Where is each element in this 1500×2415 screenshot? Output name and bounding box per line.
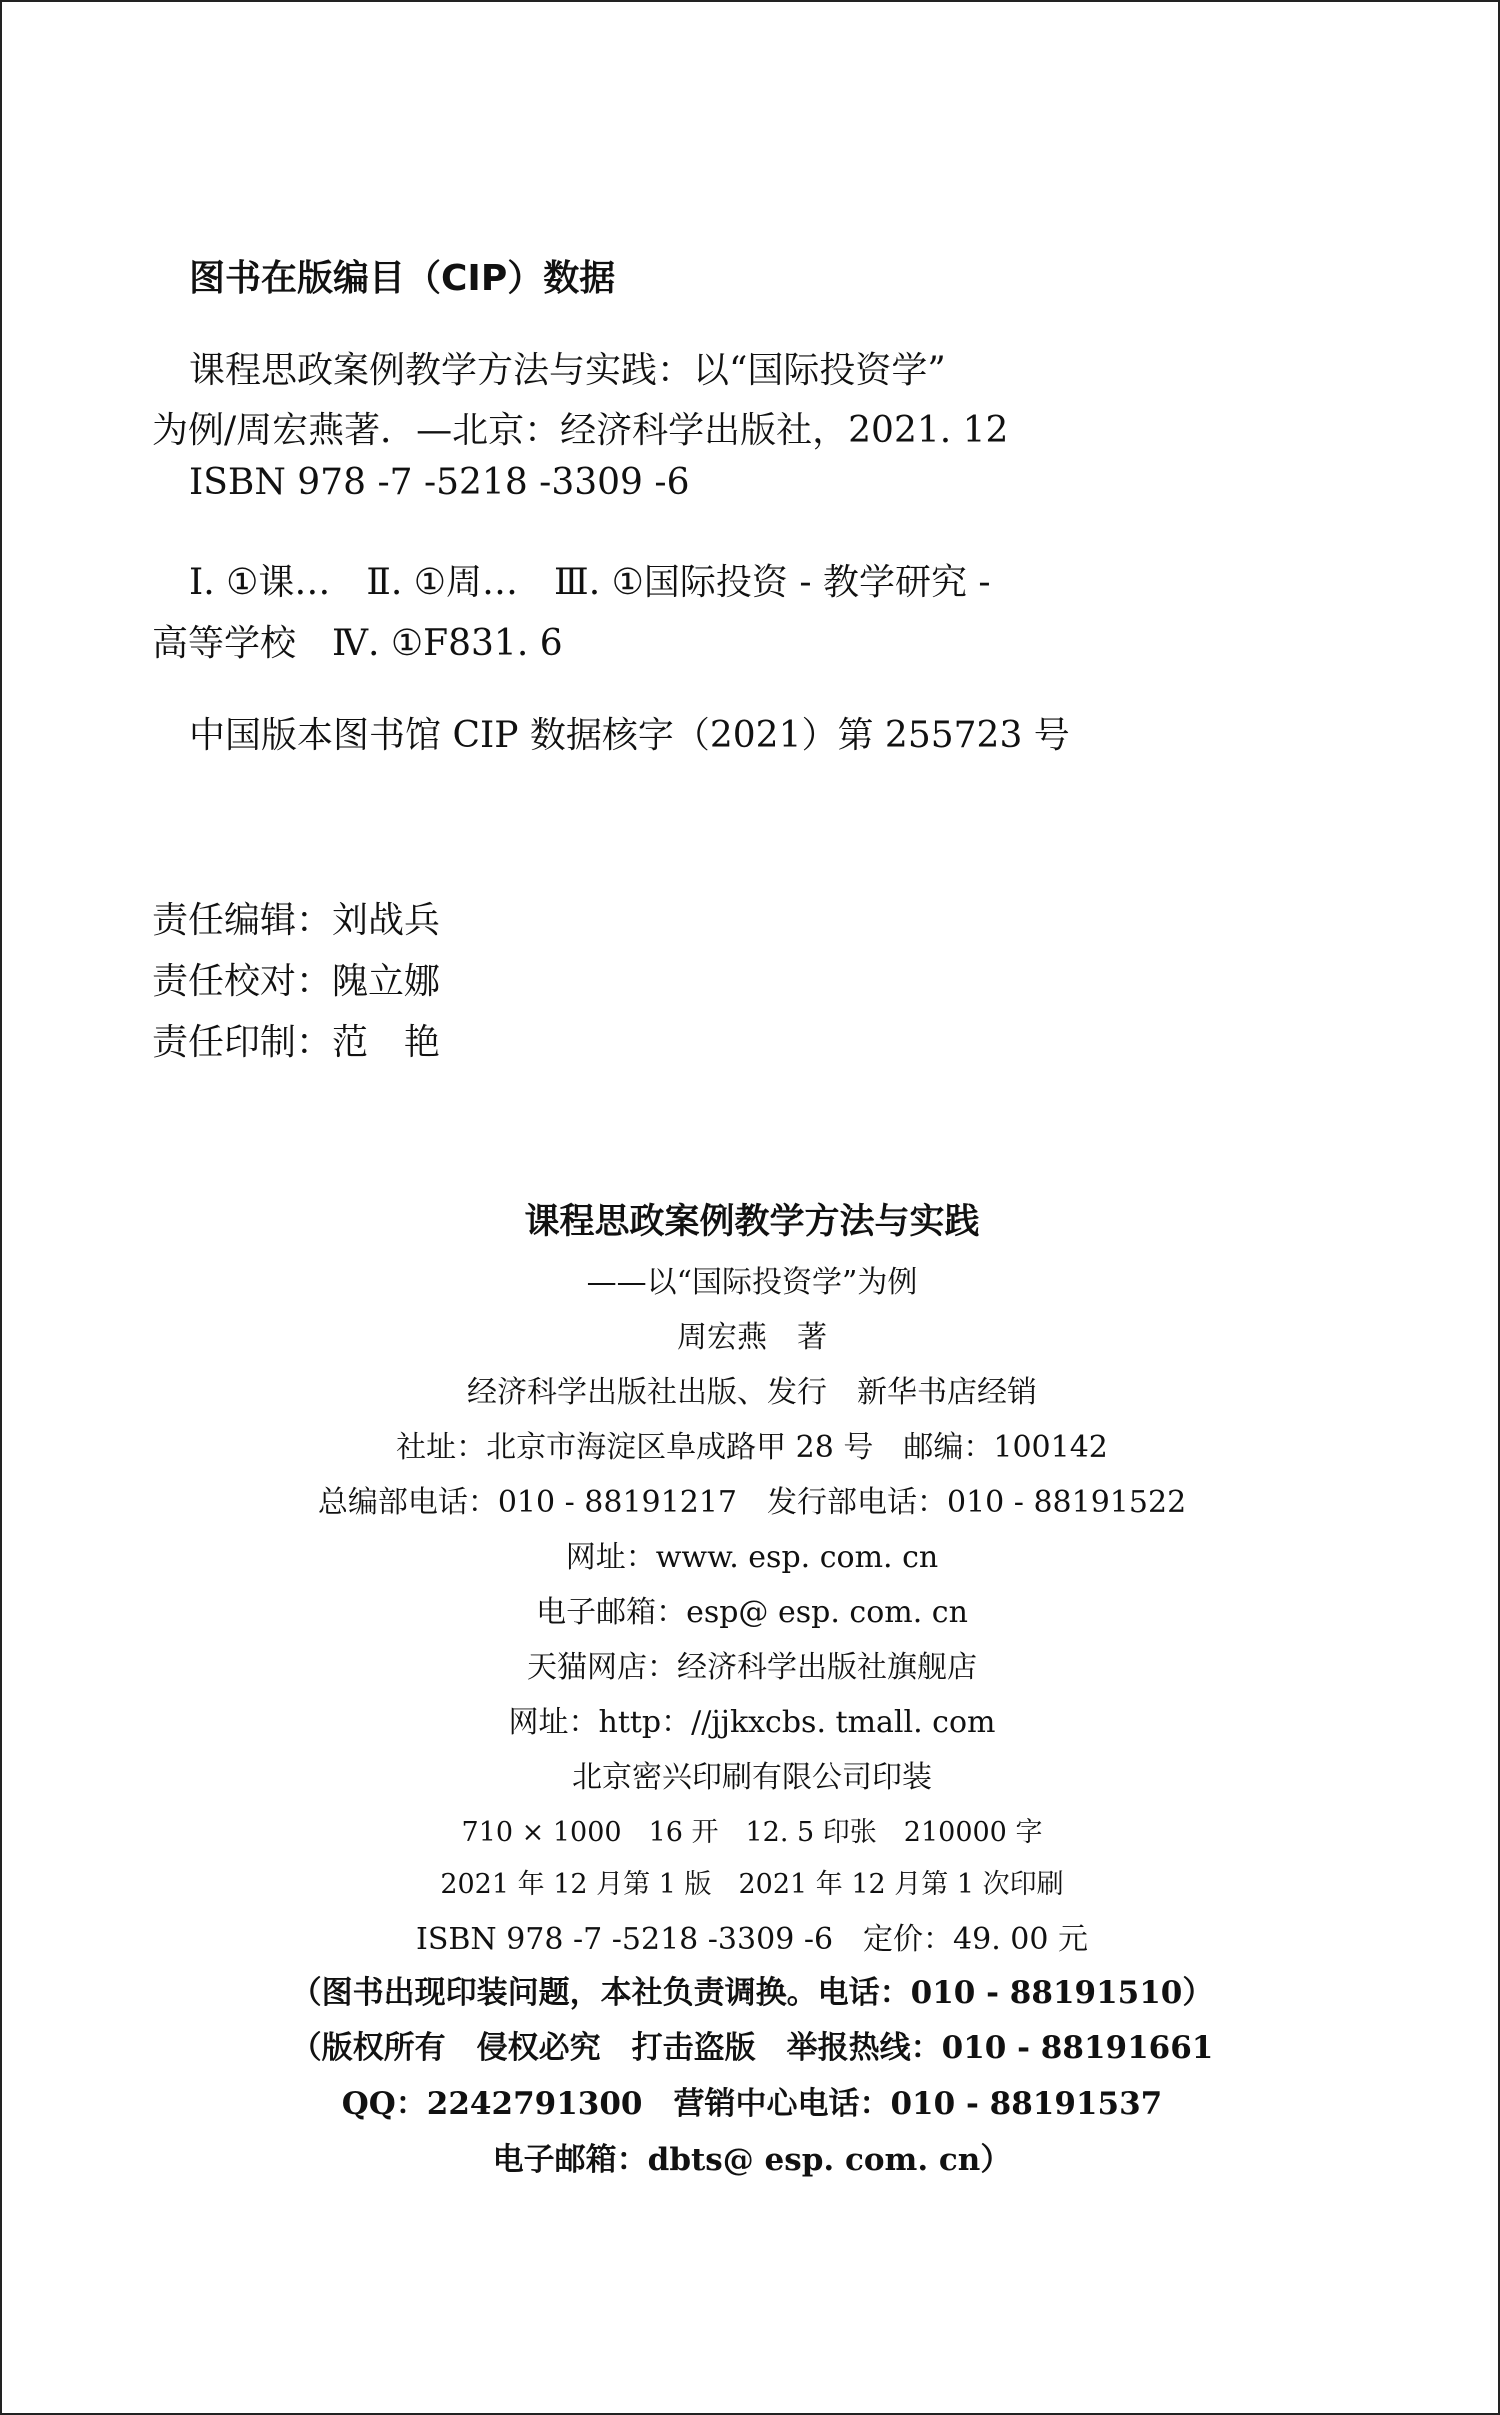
- colophon-author: 周宏燕 著: [677, 1320, 827, 1355]
- cip-title-line2: 为例/周宏燕著．—北京：经济科学出版社，2021. 12: [152, 410, 1009, 451]
- staff-editor: 责任编辑：刘战兵: [152, 900, 441, 941]
- cip-heading: 图书在版编目（CIP）数据: [189, 258, 616, 299]
- notice-quality: （图书出现印装问题，本社负责调换。电话：010 - 88191510）: [290, 1975, 1214, 2011]
- colophon-tmall-store: 天猫网店：经济科学出版社旗舰店: [527, 1650, 977, 1685]
- notice-rights: （版权所有 侵权必究 打击盗版 举报热线：010 - 88191661: [290, 2030, 1214, 2066]
- cip-subjects-line1: Ⅰ. ①课… Ⅱ. ①周… Ⅲ. ①国际投资 - 教学研究 -: [189, 562, 991, 603]
- colophon-email: 电子邮箱：esp@ esp. com. cn: [536, 1595, 968, 1630]
- colophon-isbn-price: ISBN 978 -7 -5218 -3309 -6 定价：49. 00 元: [415, 1922, 1088, 1957]
- colophon-publisher: 经济科学出版社出版、发行 新华书店经销: [467, 1375, 1037, 1410]
- cip-library-record: 中国版本图书馆 CIP 数据核字（2021）第 255723 号: [189, 715, 1070, 756]
- colophon-website: 网址：www. esp. com. cn: [565, 1540, 939, 1575]
- notice-qq: QQ：2242791300 营销中心电话：010 - 88191537: [341, 2086, 1163, 2122]
- colophon-printer: 北京密兴印刷有限公司印装: [572, 1760, 932, 1795]
- staff-printing: 责任印制：范 艳: [152, 1022, 441, 1063]
- colophon-subtitle: ——以“国际投资学”为例: [586, 1265, 918, 1300]
- colophon-title: 课程思政案例教学方法与实践: [524, 1202, 980, 1242]
- colophon-format: 710 × 1000 16 开 12. 5 印张 210000 字: [461, 1817, 1043, 1848]
- cip-title-line1: 课程思政案例教学方法与实践：以“国际投资学”: [189, 350, 946, 391]
- staff-proofreader: 责任校对：隗立娜: [152, 961, 441, 1002]
- colophon-tmall-url: 网址：http：//jjkxcbs. tmall. com: [508, 1705, 996, 1740]
- cip-isbn: ISBN 978 -7 -5218 -3309 -6: [189, 462, 690, 503]
- notice-email: 电子邮箱：dbts@ esp. com. cn）: [492, 2142, 1012, 2178]
- colophon-edition: 2021 年 12 月第 1 版 2021 年 12 月第 1 次印刷: [440, 1869, 1064, 1900]
- cip-subjects-line2: 高等学校 Ⅳ. ①F831. 6: [152, 623, 563, 664]
- colophon-phones: 总编部电话：010 - 88191217 发行部电话：010 - 88191522: [317, 1485, 1187, 1520]
- colophon-address: 社址：北京市海淀区阜成路甲 28 号 邮编：100142: [396, 1430, 1108, 1465]
